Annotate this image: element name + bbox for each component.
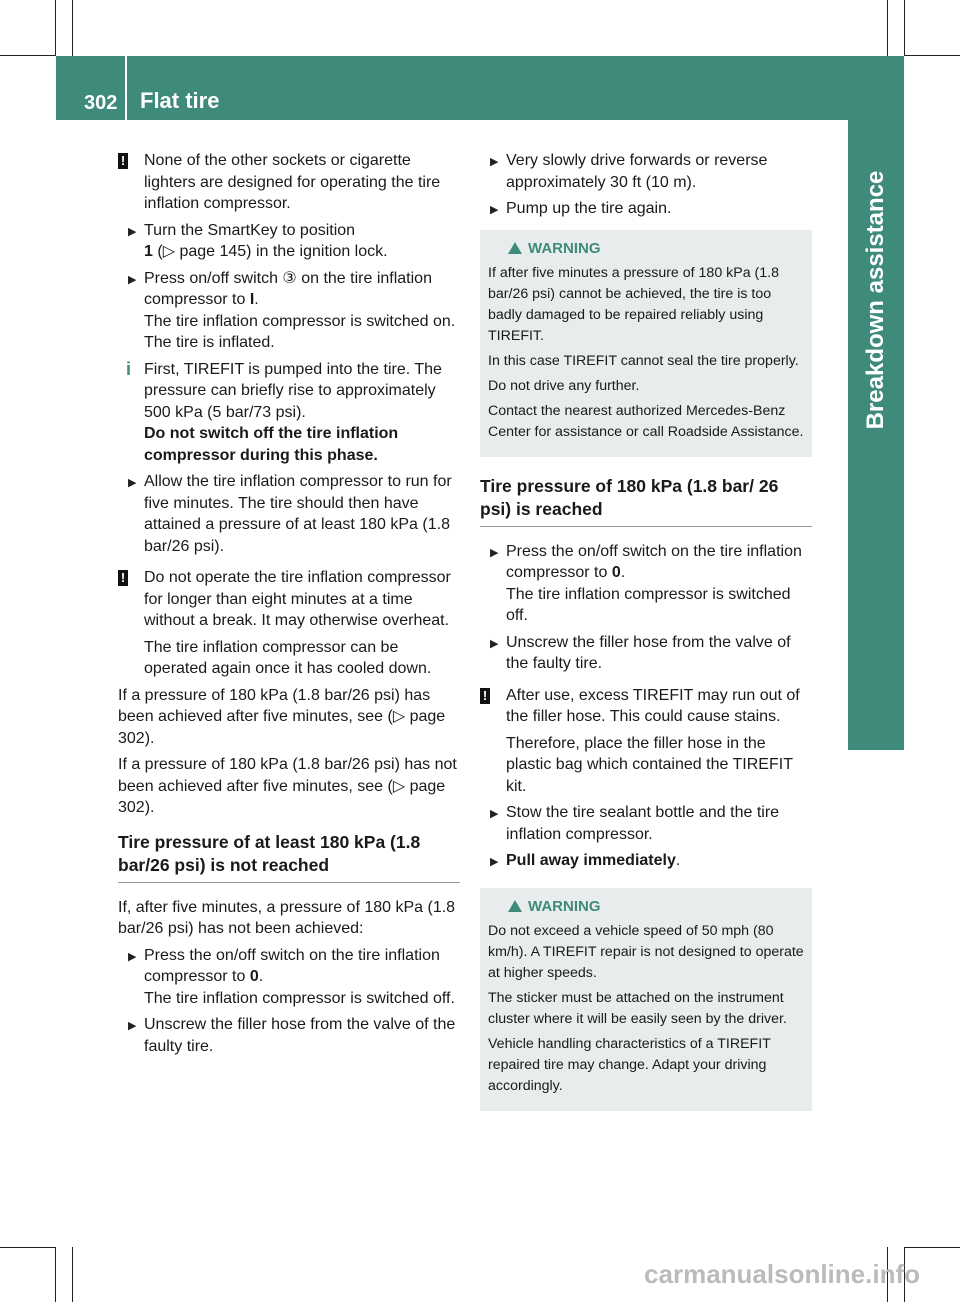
step-arrow-icon: ▶ (490, 856, 499, 868)
switch-position: 0 (249, 968, 259, 985)
warning-icon (508, 242, 522, 254)
switch-position: I (249, 291, 255, 308)
step-text: Press the on/off switch on the tire inflation compressor to (506, 542, 802, 581)
step (118, 945, 460, 1010)
step (480, 802, 812, 845)
page-number: 302 (84, 92, 118, 114)
warning-text: Contact the nearest authorized Mercedes-Benz Center for assistance or call Roadside Assistance. (488, 402, 804, 440)
crop-mark (0, 1247, 56, 1248)
note (480, 685, 812, 798)
note-text: The tire inflation compressor can be operated again once it has cooled down. (144, 638, 432, 677)
chapter-title: Flat tire (140, 88, 220, 113)
step-text: Press on/off switch ③ on the tire inflation compressor to (144, 269, 432, 308)
crop-mark (904, 55, 960, 56)
step-result: The tire inflation compressor is switched on. The tire is inflated. (144, 312, 456, 351)
page-ref[interactable]: (▷ page 145) in the ignition lock. (157, 243, 388, 260)
note-text: After use, excess TIREFIT may run out of the filler hose. This could cause stains. (506, 686, 800, 725)
paragraph: If a pressure of 180 kPa (1.8 bar/26 psi) has been achieved after five minutes, see (▷ page 302). (118, 686, 446, 747)
crop-mark (904, 0, 905, 56)
warning-text: Vehicle handling characteristics of a TIREFIT repaired tire may change. Adapt your driving accordingly. (488, 1035, 771, 1094)
step-punct: . (258, 968, 264, 985)
step-result: The tire inflation compressor is switched off. (144, 989, 455, 1007)
info-icon: i (126, 358, 132, 379)
crop-mark (72, 1247, 73, 1302)
warning-text: In this case TIREFIT cannot seal the tire properly. (488, 352, 799, 369)
step-text: Unscrew the filler hose from the valve of the faulty tire. (144, 1016, 456, 1055)
crop-mark (887, 0, 888, 56)
crop-mark (0, 55, 56, 56)
step-text-bold: Pull away immediately (506, 852, 676, 869)
switch-position: 0 (611, 564, 621, 581)
position-value: 1 (144, 243, 153, 260)
step-punct: . (254, 291, 259, 308)
note (118, 567, 460, 680)
info-bold: Do not switch off the tire inflation compressor during this phase. (144, 425, 399, 464)
warning-title (508, 896, 804, 917)
paragraph: If a pressure of 180 kPa (1.8 bar/26 psi) has not been achieved after five minutes, see (▷ page 302). (118, 756, 457, 816)
info (118, 359, 460, 467)
step-arrow-icon: ▶ (490, 204, 499, 216)
note-icon: ! (118, 150, 128, 172)
step (118, 220, 460, 263)
warning-title-text: WARNING (528, 897, 601, 915)
crop-mark (55, 0, 56, 56)
step (480, 541, 812, 627)
step-text: Pump up the tire again. (506, 200, 672, 217)
step-text: Very slowly drive forwards or reverse approximately 30 ft (10 m). (506, 152, 768, 191)
step-punct: . (675, 852, 681, 869)
step-text: Press the on/off switch on the tire inflation compressor to (144, 946, 440, 985)
step (118, 268, 460, 354)
side-tab-label: Breakdown assistance (862, 170, 889, 430)
warning-text: The sticker must be attached on the instrument cluster where it will be easily seen by the driver. (488, 989, 787, 1027)
warning-icon (508, 900, 522, 912)
step (480, 150, 812, 193)
watermark: carmanualsonline.info (644, 1259, 920, 1289)
note (118, 150, 460, 215)
note-icon: ! (480, 685, 490, 707)
header-separator (125, 56, 127, 120)
step (480, 632, 812, 675)
info-text: First, TIREFIT is pumped into the tire. The pressure can briefly rise to approximately 500 kPa (5 bar/73 psi). (144, 360, 442, 421)
crop-mark (904, 1247, 960, 1248)
step (118, 471, 460, 557)
step-arrow-icon: ▶ (490, 808, 499, 820)
step-arrow-icon: ▶ (490, 156, 499, 168)
note-text: Therefore, place the filler hose in the plastic bag which contained the TIREFIT kit. (506, 734, 793, 795)
crop-mark (55, 1247, 56, 1302)
step (480, 198, 812, 220)
crop-mark (72, 0, 73, 56)
note-text: None of the other sockets or cigarette lighters are designed for operating the tire inflation compressor. (144, 152, 441, 212)
step-arrow-icon: ▶ (128, 477, 137, 489)
step-text: Stow the tire sealant bottle and the tire inflation compressor. (506, 804, 780, 843)
step-arrow-icon: ▶ (128, 1020, 137, 1032)
note-text: Do not operate the tire inflation compressor for longer than eight minutes at a time without a break. It may otherwise overheat. (144, 569, 451, 629)
left-column (118, 150, 460, 1062)
warning-box (480, 888, 812, 1111)
step-arrow-icon: ▶ (490, 637, 499, 650)
step-arrow-icon: ▶ (490, 546, 499, 559)
section-heading: Tire pressure of 180 kPa (1.8 bar/ 26 psi) is reached (480, 475, 812, 527)
step-text: Allow the tire inflation compressor to run for five minutes. The tire should then have attained a pressure of at least 180 kPa (1.8 bar/26 psi). (144, 473, 452, 555)
step (118, 1014, 460, 1057)
section-heading: Tire pressure of at least 180 kPa (1.8 bar/26 psi) is not reached (118, 831, 460, 883)
step-text: Turn the SmartKey to position (144, 221, 356, 239)
warning-title-text: WARNING (528, 239, 601, 257)
step (480, 850, 812, 872)
step-arrow-icon: ▶ (128, 225, 137, 238)
step-text: Unscrew the filler hose from the valve of the faulty tire. (506, 633, 791, 672)
step-arrow-icon: ▶ (128, 950, 137, 963)
warning-box (480, 230, 812, 457)
step-arrow-icon: ▶ (128, 273, 137, 286)
step-result: The tire inflation compressor is switched off. (506, 585, 791, 624)
note-icon: ! (118, 567, 128, 589)
warning-text: Do not drive any further. (488, 377, 640, 394)
warning-text: Do not exceed a vehicle speed of 50 mph (80 km/h). A TIREFIT repair is not designed to operate at higher speeds. (488, 922, 804, 981)
warning-title (508, 238, 804, 259)
paragraph: If, after five minutes, a pressure of 180 kPa (1.8 bar/26 psi) has not been achieved: (118, 898, 456, 937)
right-column (480, 150, 812, 1129)
warning-text: If after five minutes a pressure of 180 kPa (1.8 bar/26 psi) cannot be achieved, the tire is too badly damaged to be repaired reliably using TIREFIT. (488, 264, 779, 344)
step-punct: . (620, 564, 626, 581)
